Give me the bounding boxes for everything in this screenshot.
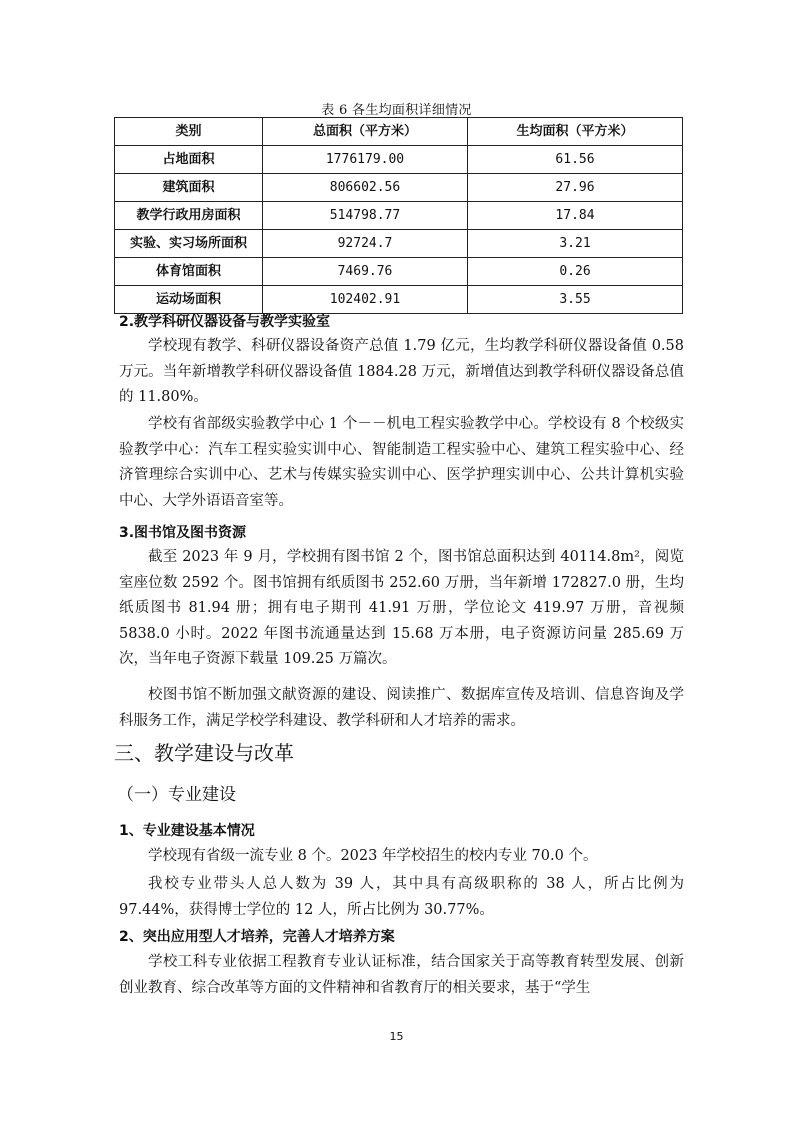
paragraph: 学校有省部级实验教学中心 1 个－－机电工程实验教学中心。学校设有 8 个校级实验教学中心：汽车工程实验实训中心、智能制造工程实验中心、建筑工程实验中心、经济管理综合实训中心、艺术与传媒实验实训中心、医学护理实训中心、公共计算机实验中心、大学外语语音室等。 — [119, 416, 684, 509]
table-row — [115, 286, 683, 314]
table-caption: 表 6 各生均面积详细情况 — [321, 103, 472, 118]
row-category: 占地面积 — [115, 146, 263, 174]
row-category: 教学行政用房面积 — [115, 202, 263, 230]
table-row — [115, 258, 683, 286]
section-heading-library: 3.图书馆及图书资源 — [119, 525, 247, 541]
row-per-student: 0.26 — [468, 258, 683, 286]
row-category: 体育馆面积 — [115, 258, 263, 286]
row-category: 实验、实习场所面积 — [115, 230, 263, 258]
header-per-student-area: 生均面积（平方米） — [468, 118, 683, 146]
row-total: 514798.77 — [263, 202, 468, 230]
table-row — [115, 174, 683, 202]
header-total-area: 总面积（平方米） — [263, 118, 468, 146]
row-total: 102402.91 — [263, 286, 468, 314]
section-heading-lab: 2.教学科研仪器设备与教学实验室 — [119, 314, 331, 330]
paragraph: 截至 2023 年 9 月，学校拥有图书馆 2 个，图书馆总面积达到 40114.8m²，阅览室座位数 2592 个。图书馆拥有纸质图书 252.60 万册，当年新增 172827.0 册，生均纸质图书 81.94 册；拥有电子期刊 41.91 万册，学位论文 419.97 万册，音视频 5838.0 小时。2022 年图书流通量达到 15.68 万本册，电子资源访问量 285.69 万次，当年电子资源下载量 109.25 万篇次。 — [119, 549, 684, 667]
paragraph: 我校专业带头人总人数为 39 人，其中具有高级职称的 38 人，所占比例为 97.44%，获得博士学位的 12 人，所占比例为 30.77%。 — [119, 876, 684, 918]
paragraph: 学校现有省级一流专业 8 个。2023 年学校招生的校内专业 70.0 个。 — [148, 848, 598, 864]
page-number: 15 — [389, 1030, 404, 1043]
row-per-student: 61.56 — [468, 146, 683, 174]
table-header-row — [115, 118, 683, 146]
subsection-heading: 1、专业建设基本情况 — [119, 823, 255, 839]
table-row — [115, 146, 683, 174]
paragraph: 学校工科专业依据工程教育专业认证标准，结合国家关于高等教育转型发展、创新创业教育、综合改革等方面的文件精神和省教育厅的相关要求，基于“学生 — [119, 954, 684, 996]
row-total: 806602.56 — [263, 174, 468, 202]
table-row — [115, 202, 683, 230]
area-table — [114, 117, 683, 314]
chapter-subtitle: （一）专业建设 — [117, 785, 236, 805]
row-category: 建筑面积 — [115, 174, 263, 202]
row-per-student: 3.55 — [468, 286, 683, 314]
row-total: 92724.7 — [263, 230, 468, 258]
header-category: 类别 — [115, 118, 263, 146]
row-total: 7469.76 — [263, 258, 468, 286]
paragraph: 学校现有教学、科研仪器设备资产总值 1.79 亿元，生均教学科研仪器设备值 0.58 万元。当年新增教学科研仪器设备值 1884.28 万元，新增值达到教学科研仪器设备总值的 11.80%。 — [119, 338, 684, 405]
chapter-title: 三、教学建设与改革 — [114, 741, 294, 765]
row-per-student: 17.84 — [468, 202, 683, 230]
paragraph: 校图书馆不断加强文献资源的建设、阅读推广、数据库宣传及培训、信息咨询及学科服务工作，满足学校学科建设、教学科研和人才培养的需求。 — [119, 687, 684, 729]
table-row — [115, 230, 683, 258]
row-category: 运动场面积 — [115, 286, 263, 314]
row-per-student: 3.21 — [468, 230, 683, 258]
row-total: 1776179.00 — [263, 146, 468, 174]
subsection-heading: 2、突出应用型人才培养，完善人才培养方案 — [119, 929, 395, 945]
row-per-student: 27.96 — [468, 174, 683, 202]
